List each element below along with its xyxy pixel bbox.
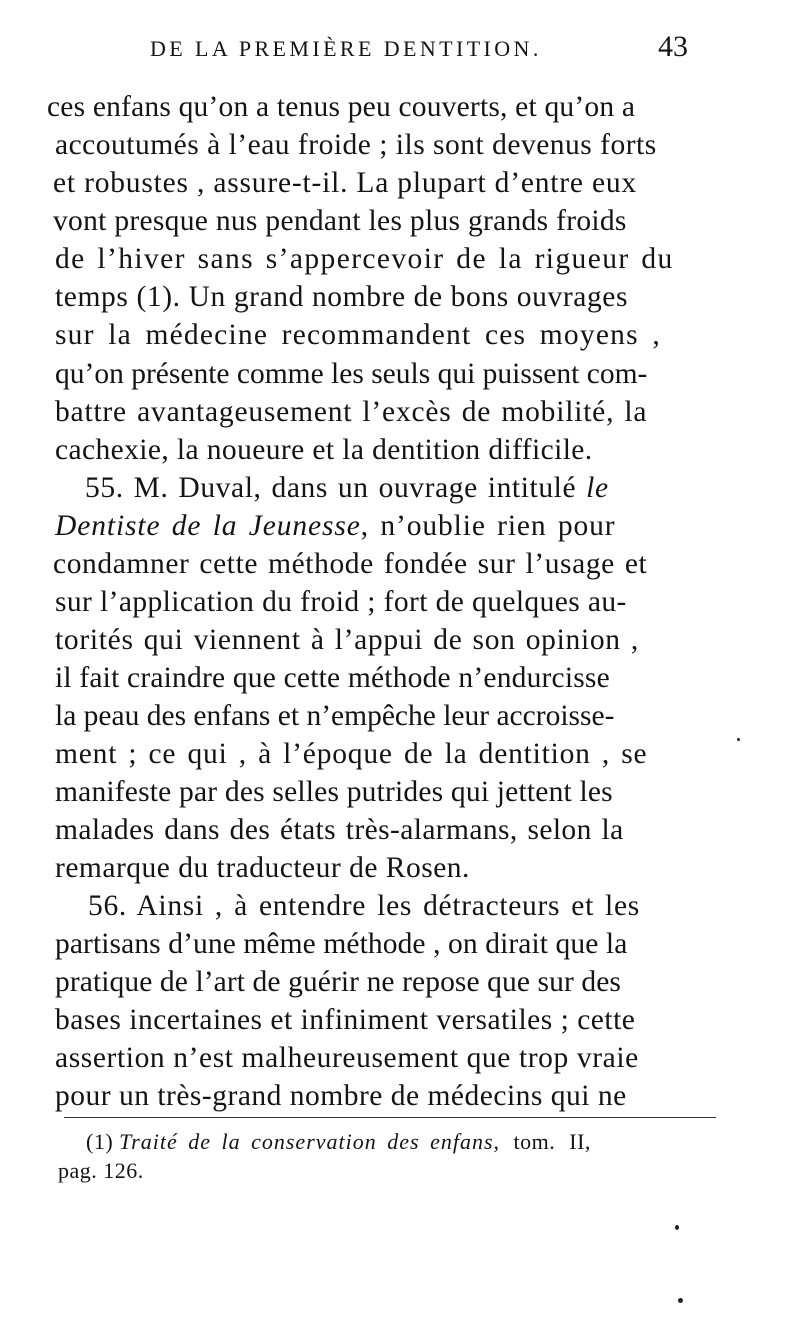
- text-line-19: manifeste par des selles putrides qui jettent les: [55, 776, 613, 808]
- running-title: DE LA PREMIÈRE DENTITION.: [150, 36, 542, 61]
- text-line-17: la peau des enfans et n’empêche leur accroisse-: [55, 700, 615, 732]
- text-line-7: sur la médecine recommandent ces moyens ,: [55, 319, 661, 351]
- text-line-2: accoutumés à l’eau froide ; ils sont devenus forts: [55, 129, 657, 161]
- text-line-16: il fait craindre que cette méthode n’endurcisse: [55, 662, 610, 694]
- text-line-4: vont presque nus pendant les plus grands froids: [53, 205, 627, 237]
- text-line-8: qu’on présente comme les seuls qui puissent com-: [55, 358, 648, 390]
- text-line-23: partisans d’une même méthode , on dirait que la: [55, 928, 628, 960]
- text-line-12: [55, 508, 616, 546]
- paragraph-55-start: 55. M. Duval, dans un ouvrage intitulé: [85, 472, 577, 504]
- text-line-26: assertion n’est malheureusement que trop vraie: [55, 1042, 639, 1074]
- text-line-15: torités qui viennent à l’appui de son opinion ,: [55, 624, 639, 656]
- footnote-cited-title: Traité de la conservation des enfans: [119, 1129, 494, 1154]
- text-line-6: temps (1). Un grand nombre de bons ouvrages: [55, 281, 629, 313]
- ink-speck: [737, 738, 740, 741]
- ink-speck: [678, 1298, 683, 1303]
- text-line-21: remarque du traducteur de Rosen.: [55, 852, 470, 884]
- text-line-20: malades dans des états très-alarmans, selon la: [55, 814, 624, 846]
- text-line-3: et robustes , assure-t-il. La plupart d’entre eux: [53, 167, 637, 199]
- text-line-14: sur l’application du froid ; fort de quelques au-: [55, 586, 627, 618]
- italic-title-start: le: [586, 472, 609, 504]
- footnote-separator: [64, 1117, 716, 1118]
- text-line-9: battre avantageusement l’excès de mobilité, la: [55, 396, 648, 428]
- text-line-11: [85, 470, 609, 508]
- footnote-marker: (1): [86, 1129, 114, 1154]
- text-line-10: cachexie, la noueure et la dentition difficile.: [55, 434, 593, 466]
- text-line-22: 56. Ainsi , à entendre les détracteurs et les: [88, 890, 640, 922]
- page-number: 43: [658, 30, 688, 63]
- text-line-27: pour un très-grand nombre de médecins qui ne: [55, 1080, 627, 1112]
- text-line-18: ment ; ce qui , à l’époque de la dentition , se: [55, 738, 648, 770]
- ink-speck: [675, 1225, 679, 1230]
- footnote-line-1: [86, 1128, 591, 1156]
- text-line-24: pratique de l’art de guérir ne repose que sur des: [55, 966, 621, 998]
- line-12-tail: , n’oublie rien pour: [360, 510, 616, 542]
- footnote-volume: , tom. II,: [493, 1129, 591, 1154]
- text-line-1: ces enfans qu’on a tenus peu couverts, et qu’on a: [47, 91, 636, 123]
- italic-title-end: Dentiste de la Jeunesse: [55, 510, 361, 542]
- footnote-line-2: pag. 126.: [58, 1158, 144, 1183]
- text-line-13: condamner cette méthode fondée sur l’usage et: [53, 548, 648, 580]
- text-line-25: bases incertaines et infiniment versatiles ; cette: [55, 1004, 636, 1036]
- text-line-5: de l’hiver sans s’appercevoir de la rigueur du: [55, 243, 674, 275]
